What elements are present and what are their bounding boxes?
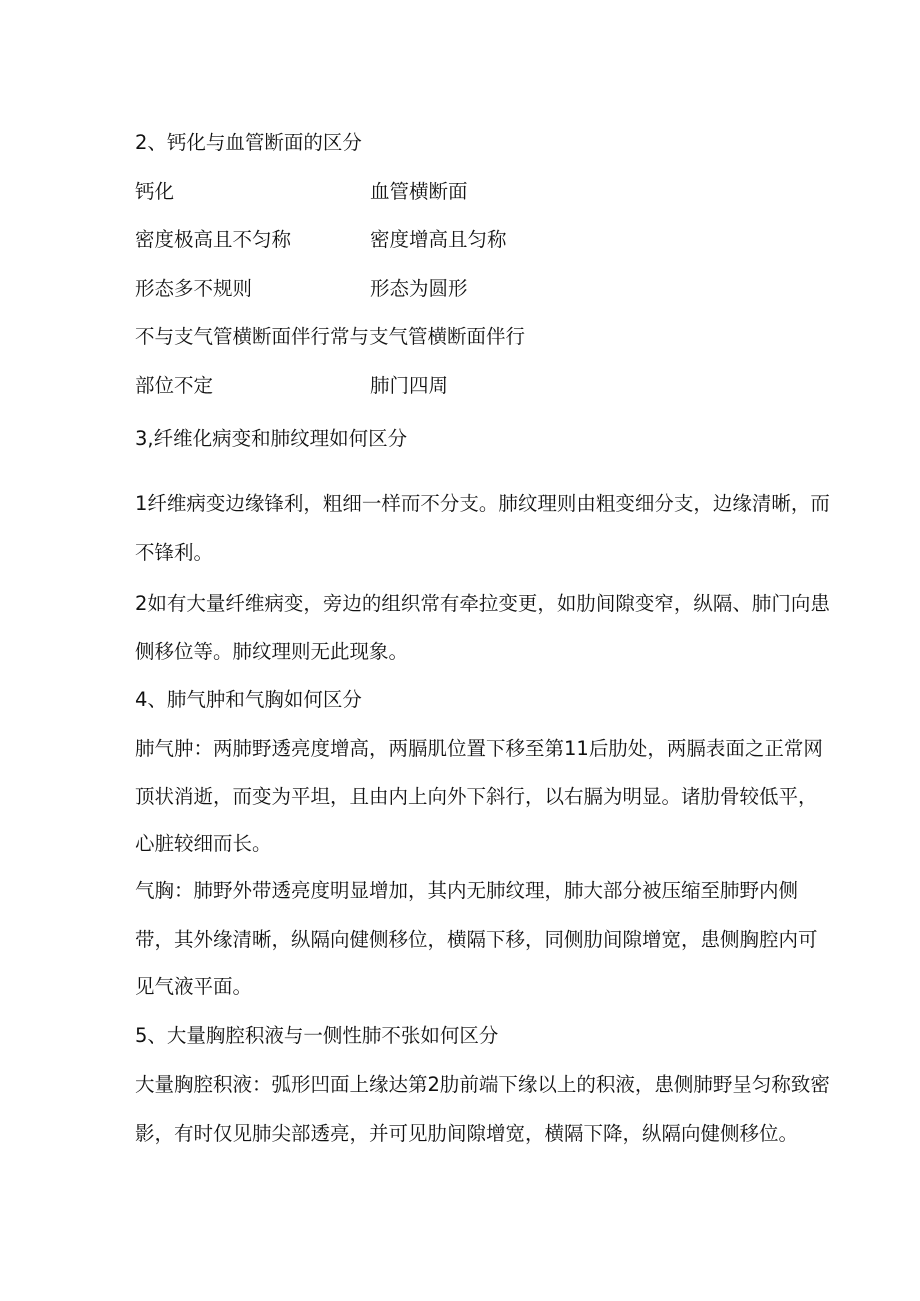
s3-para1-line2: 不锋利。	[135, 541, 214, 564]
table-row2-left: 形态多不规则	[135, 277, 253, 300]
s5-para1-line1: 大量胸腔积液：弧形凹面上缘达第2肋前端下缘以上的积液，患侧肺野呈匀称致密	[135, 1073, 830, 1096]
s4-para2-line3: 见气液平面。	[135, 975, 253, 998]
section-4-heading: 4、肺气肿和气胸如何区分	[135, 688, 362, 711]
s4-para1-line1: 肺气肿：两肺野透亮度增高，两膈肌位置下移至第11后肋处，两膈表面之正常网	[135, 737, 823, 760]
s4-para2-line1: 气胸：肺野外带透亮度明显增加，其内无肺纹理，肺大部分被压缩至肺野内侧	[135, 879, 799, 902]
table-row2-right: 形态为圆形	[370, 277, 468, 300]
s4-para1-line2: 顶状消逝，而变为平坦，且由内上向外下斜行，以右膈为明显。诸肋骨较低平，	[135, 785, 818, 808]
s4-para2-line2: 带，其外缘清晰，纵隔向健侧移位，横隔下移，同侧肋间隙增宽，患侧胸腔内可	[135, 928, 818, 951]
s3-para2-line1: 2如有大量纤维病变，旁边的组织常有牵拉变更，如肋间隙变窄，纵隔、肺门向患	[135, 592, 830, 615]
s4-para1-line3: 心脏较细而长。	[135, 832, 272, 855]
s3-para1-line1: 1纤维病变边缘锋利，粗细一样而不分支。肺纹理则由粗变细分支，边缘清晰，而	[135, 492, 830, 515]
section-2-heading: 2、钙化与血管断面的区分	[135, 131, 362, 154]
section-5-heading: 5、大量胸腔积液与一侧性肺不张如何区分	[135, 1024, 499, 1047]
table-row1-right: 密度增高且匀称	[370, 228, 507, 251]
section-3-heading: 3,纤维化病变和肺纹理如何区分	[135, 427, 408, 450]
s5-para1-line2: 影，有时仅见肺尖部透亮，并可见肋间隙增宽，横隔下降，纵隔向健侧移位。	[135, 1122, 799, 1145]
table-header-vessel: 血管横断面	[370, 180, 468, 203]
table-row1-left: 密度极高且不匀称	[135, 228, 292, 251]
table-row3: 不与支气管横断面伴行常与支气管横断面伴行	[135, 325, 526, 348]
table-row4-left: 部位不定	[135, 374, 214, 397]
table-header-calcification: 钙化	[135, 180, 175, 203]
table-row4-right: 肺门四周	[370, 374, 449, 397]
s3-para2-line2: 侧移位等。肺纹理则无此现象。	[135, 640, 409, 663]
